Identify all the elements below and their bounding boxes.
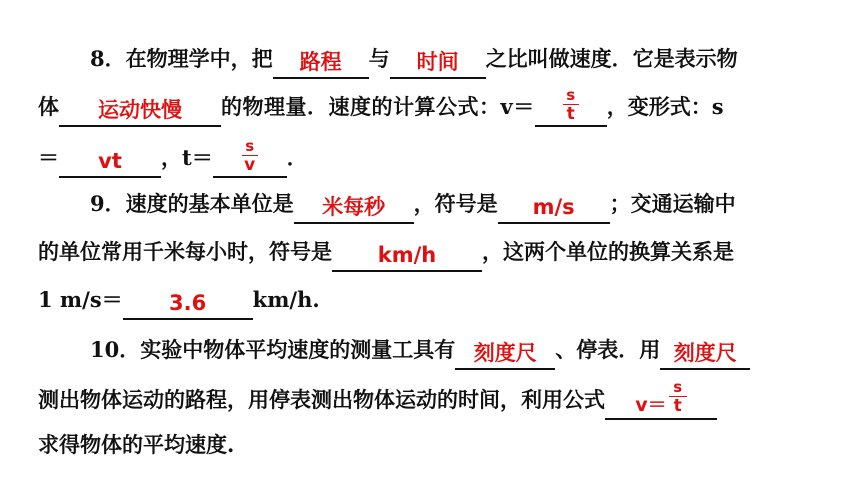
q10-blank-2 <box>660 338 750 370</box>
q10-answer-2: 刻度尺 <box>673 341 737 365</box>
q10-text-2: 、停表．用 <box>555 337 661 362</box>
q9-text-3: ；交通运输中 <box>609 191 736 216</box>
q8-answer-3: 运动快慢 <box>98 98 182 122</box>
q8-blank-1 <box>273 47 369 79</box>
q10-answer-3-lhs: v＝ <box>635 394 667 416</box>
q8-answer-4-fraction <box>561 87 581 124</box>
q9-blank-4 <box>123 288 253 320</box>
q10-blank-3 <box>605 378 717 420</box>
q9-text-6: 1 m/s＝ <box>38 287 123 312</box>
q10-text-3: 测出物体运动的路程，用停表测出物体运动的时间，利用公式 <box>38 387 605 412</box>
q9-answer-1: 米每秒 <box>322 195 386 219</box>
q9-text-7: km/h. <box>252 287 320 312</box>
q9-blank-3 <box>332 240 482 272</box>
q8-text-4: 体 <box>38 94 59 119</box>
q8-answer-6-fraction <box>240 138 260 175</box>
q9-text-5: ，这两个单位的换算关系是 <box>482 239 734 264</box>
q8-text-6: ，变形式：s <box>606 94 724 119</box>
q10-text-4: 求得物体的平均速度. <box>38 432 235 457</box>
q9-text-2: ，符号是 <box>413 191 498 216</box>
q9-answer-3: km/h <box>377 243 437 267</box>
q9-blank-2 <box>498 192 610 224</box>
q8-answer-4-numerator: s <box>566 86 576 104</box>
q8-text-3: 之比叫做速度．它是表示物 <box>485 46 738 71</box>
q10-line-1 <box>38 330 834 370</box>
q10-line-3 <box>38 425 834 465</box>
q9-answer-4: 3.6 <box>169 291 207 315</box>
q10-answer-3-formula <box>605 379 717 416</box>
q8-answer-4-denominator: t <box>566 104 575 124</box>
q8-answer-5: vt <box>98 149 122 173</box>
q10-answer-3-fraction <box>669 379 687 416</box>
q8-answer-1: 路程 <box>299 50 342 74</box>
q8-text-1: ．在物理学中，把 <box>104 46 273 71</box>
q10-text-1: ．实验中物体平均速度的测量工具有 <box>119 337 456 362</box>
q9-line-3 <box>38 280 834 320</box>
q9-answer-2: m/s <box>532 195 575 219</box>
q10-answer-3-denominator: t <box>673 396 682 416</box>
q10-blank-1 <box>455 338 555 370</box>
q8-text-9: ． <box>286 145 308 170</box>
q8-answer-6-numerator: s <box>245 137 255 155</box>
q8-number: 8 <box>90 46 105 71</box>
q8-blank-3 <box>59 95 221 127</box>
q8-blank-4 <box>535 86 607 127</box>
q8-line-1 <box>38 39 834 79</box>
q9-text-1: ．速度的基本单位是 <box>104 191 294 216</box>
q8-text-5: 的物理量．速度的计算公式：v＝ <box>221 94 535 119</box>
q8-line-2 <box>38 87 834 127</box>
q10-line-2 <box>38 380 834 420</box>
q8-answer-6-denominator: v <box>244 155 256 175</box>
q10-answer-1: 刻度尺 <box>473 341 537 365</box>
q8-line-3 <box>38 138 834 178</box>
q8-blank-5 <box>59 146 161 178</box>
q8-blank-2 <box>390 47 486 79</box>
q9-number: 9 <box>90 191 105 216</box>
q9-text-4: 的单位常用千米每小时，符号是 <box>38 239 332 264</box>
q9-blank-1 <box>294 192 414 224</box>
q10-number: 10 <box>90 337 120 362</box>
q10-answer-3-numerator: s <box>673 378 683 396</box>
q8-text-8: ，t＝ <box>161 145 213 170</box>
q9-line-2 <box>38 232 834 272</box>
q8-answer-2: 时间 <box>416 50 459 74</box>
q8-text-2: 与 <box>368 46 390 71</box>
q8-text-7: ＝ <box>38 145 59 170</box>
q9-line-1 <box>38 184 834 224</box>
q8-blank-6 <box>213 137 287 178</box>
